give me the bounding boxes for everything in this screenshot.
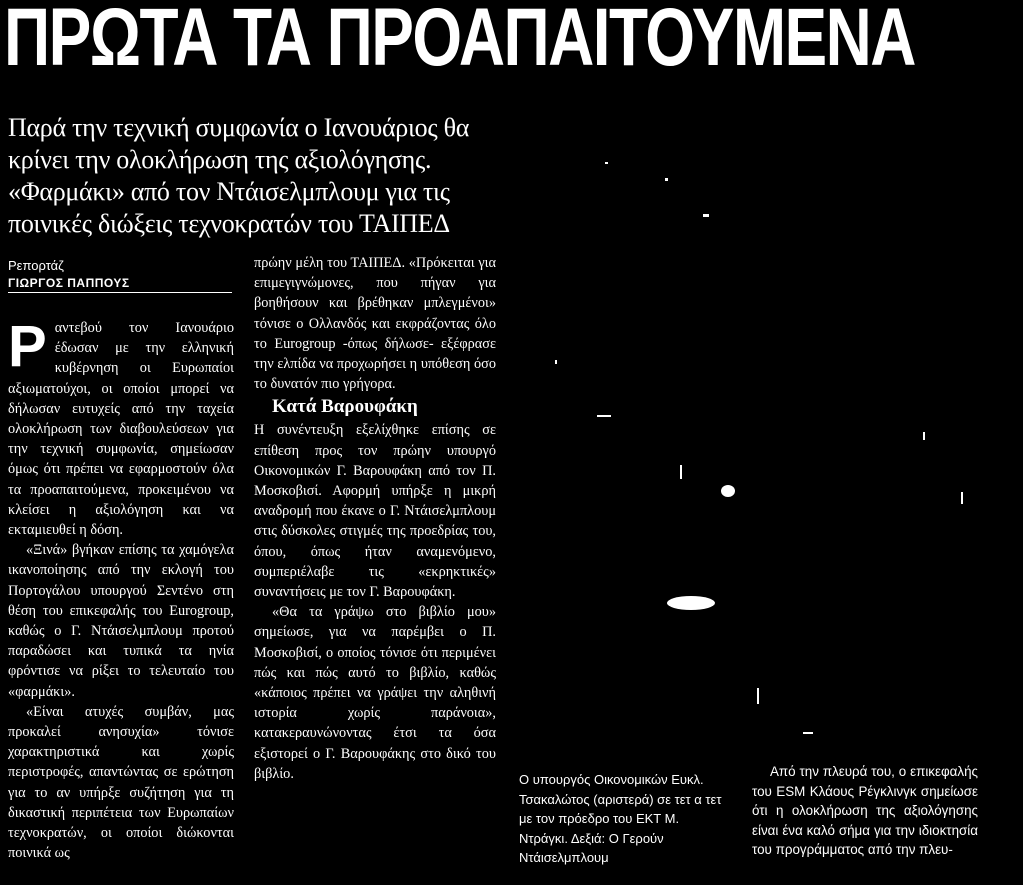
paragraph: «Είναι ατυχές συμβάν, μας προκαλεί ανησυχία» τόνισε χαρακτηριστικά και χωρίς περιστροφές, απαντώντας σε ερώτηση για το αν υπήρξε συζήτηση για τη δικαστική περιπέτεια των Ευρωπαίων τεχνοκρατών, οι οποίοι διώκονται ποινικά ως <box>8 703 234 862</box>
photo-speck <box>923 432 925 440</box>
headline: ΠΡΩΤΑ ΤΑ ΠΡΟΑΠΑΙΤΟΥΜΕΝΑ <box>4 0 915 83</box>
photo-speck <box>803 732 813 734</box>
article-column-1 <box>8 314 234 863</box>
article-column-3 <box>752 762 978 860</box>
paragraph: Η συνέντευξη εξελίχθηκε επίσης σε επίθεση προς τον πρώην υπουργό Οικονομικών Γ. Βαρουφάκη από τον Π. Μοσκοβισί. Αφορμή υπήρξε η μικρή αναδρομή που έκανε ο Γ. Ντάισελμπλουμ στις δύσκολες στιγμές της προεδρίας του, όπου, όπως ήταν αναμενόμενο, συμπεριέλαβε τις «εκρηκτικές» συναντήσεις με τον Γ. Βαρουφάκη. <box>254 422 496 601</box>
photo-speck <box>555 360 557 364</box>
photo-speck <box>597 415 611 417</box>
photo-caption: Ο υπουργός Οικονομικών Ευκλ. Τσακαλώτος (αριστερά) σε τετ α τετ με τον πρόεδρο του ΕΚΤ Μ. Ντράγκι. Δεξιά: Ο Γερούν Ντάισελμπλουμ <box>519 772 722 865</box>
photo-speck <box>961 492 963 504</box>
paragraph: «Ξινά» βγήκαν επίσης τα χαμόγελα ικανοποίησης από την εκλογή του Πορτογάλου υπουργού Σεντένο στη θέση του επικεφαλής του Eurogroup, καθώς ο Γ. Ντάισελμπλουμ προτού παραδώσει και τυπικά τα ηνία φρόντισε να ρίξει το τελευταίο του «φαρμάκι». <box>8 542 234 700</box>
photo-speck <box>703 214 709 217</box>
subheadline: Παρά την τεχνική συμφωνία ο Ιανουάριος θα κρίνει την ολοκλήρωση της αξιολόγησης. «Φαρμάκι» από τον Ντάισελμπλουμ για τις ποινικές διώξεις τεχνοκρατών του ΤΑΙΠΕΔ <box>8 113 470 238</box>
photo-speck <box>757 688 759 704</box>
paragraph: Ραντεβού τον Ιανουάριο έδωσαν με την ελληνική κυβέρνηση οι Ευρωπαίοι αξιωματούχοι, οι οποίοι μπορεί να δήλωσαν ευτυχείς από την ταχεία ολοκλήρωση των διαβουλεύσεων για την τεχνική συμφωνία, σημείωσαν όμως ότι πρέπει να εφαρμοστούν όλα τα προαπαιτούμενα, προκειμένου να κλείσει η αξιολόγηση και να εκταμιευθεί η δόση. <box>8 314 234 539</box>
photo-speck <box>605 162 608 164</box>
photo-speck <box>721 485 735 497</box>
photo-dark <box>505 120 1023 760</box>
article-column-2 <box>254 253 496 784</box>
byline: ΓΙΩΡΓΟΣ ΠΑΠΠΟΥΣ <box>8 276 232 293</box>
paragraph: Από την πλευρά του, ο επικεφαλής του ESM Κλάους Ρέγκλινγκ σημείωσε ότι η ολοκλήρωση της αξιολόγησης είναι ένα καλό σήμα για την ιδιοκτησία του προγράμματος από την πλευ- <box>752 764 978 857</box>
photo-speck <box>665 178 668 181</box>
photo-speck <box>680 465 682 479</box>
section-kicker: Ρεπορτάζ <box>8 258 64 273</box>
paragraph: πρώην μέλη του ΤΑΙΠΕΔ. «Πρόκειται για επιμεγιγνώμονες, που πήγαν για βοηθήσουν και βρέθηκαν μπλεγμένοι» τόνισε ο Ολλανδός και εκφράζοντας όλο το Eurogroup -όπως δήλωσε- εξέφρασε την ελπίδα να προχωρήσει η υπόθεση όσο το δυνατόν πιο γρήγορα. <box>254 255 496 393</box>
paragraph: «Θα τα γράψω στο βιβλίο μου» σημείωσε, για να παρέμβει ο Π. Μοσκοβισί, ο οποίος τόνισε ότι περιμένει πώς και πώς αυτό το βιβλίο, καθώς «κάποιος πρέπει να γράψει την αληθινή ιστορία χωρίς παράνοια», κατακεραυνώνοντας έτσι τα όσα εξιστορεί ο Γ. Βαρουφάκης στο δικό του βιβλίο. <box>254 604 496 782</box>
section-subtitle: Κατά Βαρουφάκη <box>272 396 418 418</box>
photo-speck <box>667 596 715 610</box>
drop-cap: Ρ <box>8 314 47 379</box>
